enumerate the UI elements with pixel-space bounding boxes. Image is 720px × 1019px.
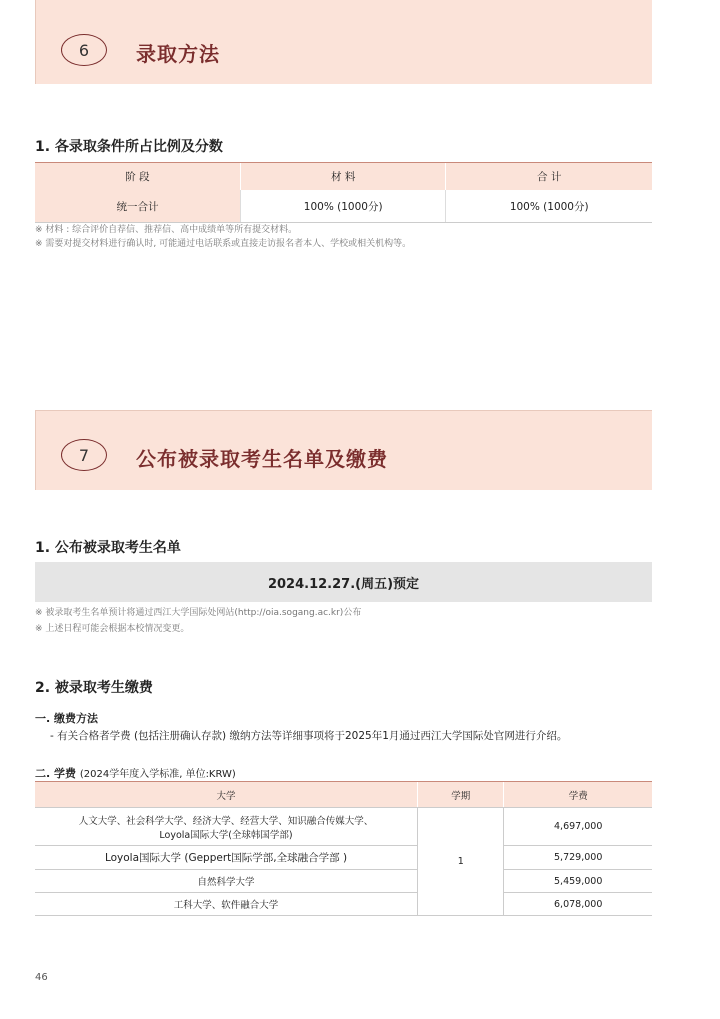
- fee-cell: 4,697,000: [504, 808, 652, 846]
- header-cell: 学期: [418, 782, 504, 808]
- section-6-banner: [35, 0, 652, 84]
- tuition-table: [35, 781, 652, 916]
- tuition-note: (2024学年度入学标准, 单位:KRW): [79, 769, 236, 780]
- fee-cell: 6,078,000: [504, 893, 652, 916]
- college-line: Loyola国际大学(全球韩国学部): [159, 829, 293, 841]
- note: ※ 被录取考生名单预计将通过西江大学国际处网站(http://oia.sogang.ac.kr)公布: [35, 608, 362, 618]
- admission-ratio-table: [35, 162, 652, 223]
- subsection-title: 2. 被录取考生缴费: [35, 680, 153, 696]
- note: ※ 上述日程可能会根据本校情况变更。: [35, 624, 190, 634]
- payment-method-title: 一. 缴费方法: [35, 712, 99, 725]
- table-row: [35, 808, 652, 846]
- table-cell: 100% (1000分): [446, 190, 652, 223]
- tuition-title: 二. 学费: [35, 767, 77, 780]
- college-cell: 自然科学大学: [35, 870, 418, 893]
- header-cell: 合 计: [446, 163, 652, 191]
- tuition-heading: [35, 765, 236, 781]
- section-number-badge: 6: [61, 34, 107, 66]
- section-7-banner: [35, 410, 652, 490]
- table-row: [35, 190, 652, 223]
- college-cell: 工科大学、软件融合大学: [35, 893, 418, 916]
- subsection-title: 1. 各录取条件所占比例及分数: [35, 139, 223, 155]
- college-line: 人文大学、社会科学大学、经济大学、经营大学、知识融合传媒大学、: [78, 815, 374, 827]
- header-cell: 大学: [35, 782, 418, 808]
- page-number: 46: [35, 972, 48, 983]
- header-cell: 阶 段: [35, 163, 240, 191]
- header-cell: 学费: [504, 782, 652, 808]
- section-title: 录取方法: [136, 42, 220, 66]
- table-cell: 统一合计: [35, 190, 240, 223]
- section-number-badge: 7: [61, 439, 107, 471]
- table-row: [35, 893, 652, 916]
- section-title: 公布被录取考生名单及缴费: [136, 447, 388, 471]
- subsection-title: 1. 公布被录取考生名单: [35, 540, 181, 556]
- table-header-row: [35, 163, 652, 191]
- fee-cell: 5,459,000: [504, 870, 652, 893]
- note: ※ 需要对提交材料进行确认时, 可能通过电话联系或直接走访报名者本人、学校或相关机构等。: [35, 239, 412, 249]
- announcement-date: 2024.12.27.(周五)预定: [35, 562, 652, 602]
- note: ※ 材料 : 综合评价自荐信、推荐信、高中成绩单等所有提交材料。: [35, 225, 298, 235]
- table-row: [35, 870, 652, 893]
- table-header-row: [35, 782, 652, 808]
- header-cell: 材 料: [240, 163, 445, 191]
- table-cell: 100% (1000分): [240, 190, 445, 223]
- college-cell: [35, 808, 418, 846]
- table-row: [35, 846, 652, 870]
- semester-cell: 1: [418, 808, 504, 916]
- fee-cell: 5,729,000: [504, 846, 652, 870]
- college-cell: Loyola国际大学 (Geppert国际学部,全球融合学部 ): [35, 846, 418, 870]
- payment-method-text: - 有关合格者学费 (包括注册确认存款) 缴纳方法等详细事项将于2025年1月通过西江大学国际处官网进行介绍。: [50, 730, 568, 742]
